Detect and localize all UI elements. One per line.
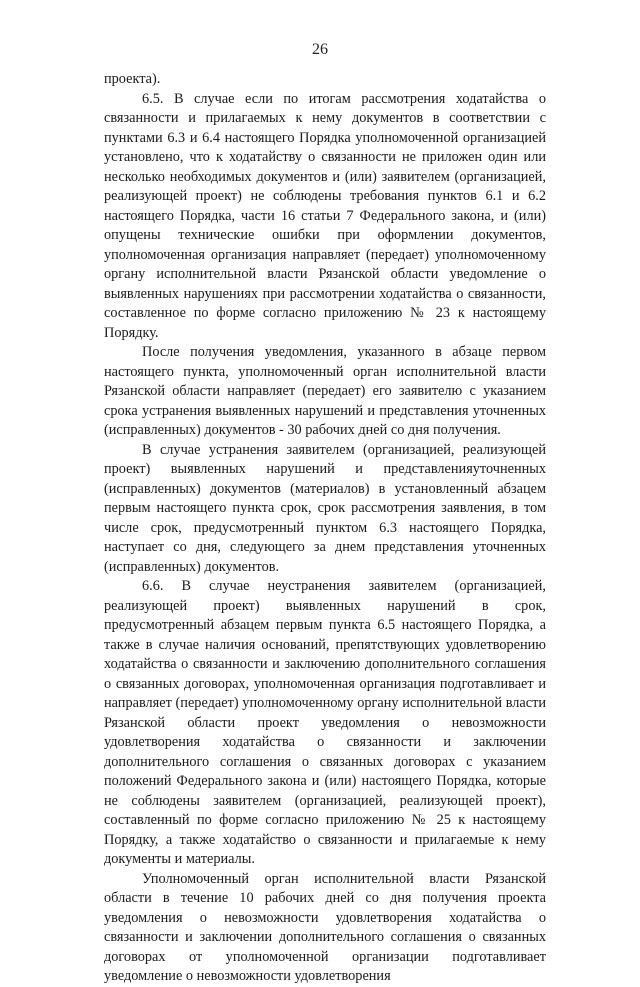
paragraph-6-5: 6.5. В случае если по итогам рассмотрения ходатайства о связанности и прилагаемых к нему документов в соответствии с пунктами 6.3 и 6.4 настоящего Порядка уполномоченной организацией установлено, что к ходатайству о связанности не приложен один или несколько необходимых документов и (или) заявителем (организацией, реализующей проект) не соблюдены требования пунктов 6.1 и 6.2 настоящего Порядка, части 16 статьи 7 Федерального закона, и (или) опущены технические ошибки при оформлении документов, уполномоченная организация направляет (передает) уполномоченному органу исполнительной власти Рязанской области уведомление о выявленных нарушениях при рассмотрении ходатайства о связанности, составленное по форме согласно приложению № 23 к настоящему Порядку. xyxy=(104,90,546,341)
document-body xyxy=(104,70,546,987)
paragraph-elimination: В случае устранения заявителем (организацией, реализующей проект) выявленных нарушений и представленияуточненных (исправленных) документов (материалов) в установленный абзацем первым настоящего пункта срок, срок рассмотрения заявления, в том числе срок, предусмотренный пунктом 6.3 настоящего Порядка, наступает со дня, следующего за днем представления уточненных (исправленных) документов. xyxy=(104,441,546,575)
paragraph-6-6: 6.6. В случае неустранения заявителем (организацией, реализующей проект) выявленных нарушений в срок, предусмотренный абзацем первым пункта 6.5 настоящего Порядка, а также в случае наличия оснований, препятствующих удовлетворению ходатайства о связанности и заключению дополнительного соглашения о связанных договорах, уполномоченная организация подготавливает и направляет (передает) уполномоченному органу исполнительной власти Рязанской области проект уведомления о невозможности удовлетворения ходатайства о связанности и заключении дополнительного соглашения о связанных договорах с указанием положений Федерального закона и (или) настоящего Порядка, которые не соблюдены заявителем (организацией, реализующей проект), составленный по форме согласно приложению № 25 к настоящему Порядку, а также ходатайство о связанности и прилагаемые к нему документы и материалы. xyxy=(104,578,546,867)
paragraph-notification: После получения уведомления, указанного в абзаце первом настоящего пункта, уполномоченный орган исполнительной власти Рязанской области направляет (передает) его заявителю с указанием срока устранения выявленных нарушений и представления уточненных (исправленных) документов - 30 рабочих дней со дня получения. xyxy=(104,344,546,438)
paragraph-continuation: проекта). xyxy=(104,71,161,87)
paragraph-authority: Уполномоченный орган исполнительной власти Рязанской области в течение 10 рабочих дней со дня получения проекта уведомления о невозможности удовлетворения ходатайства о связанности и заключении дополнительного соглашения о связанных договорах от уполномоченной организации подготавливает уведомление о невозможности удовлетворения xyxy=(104,870,546,984)
page-number: 26 xyxy=(312,41,328,58)
